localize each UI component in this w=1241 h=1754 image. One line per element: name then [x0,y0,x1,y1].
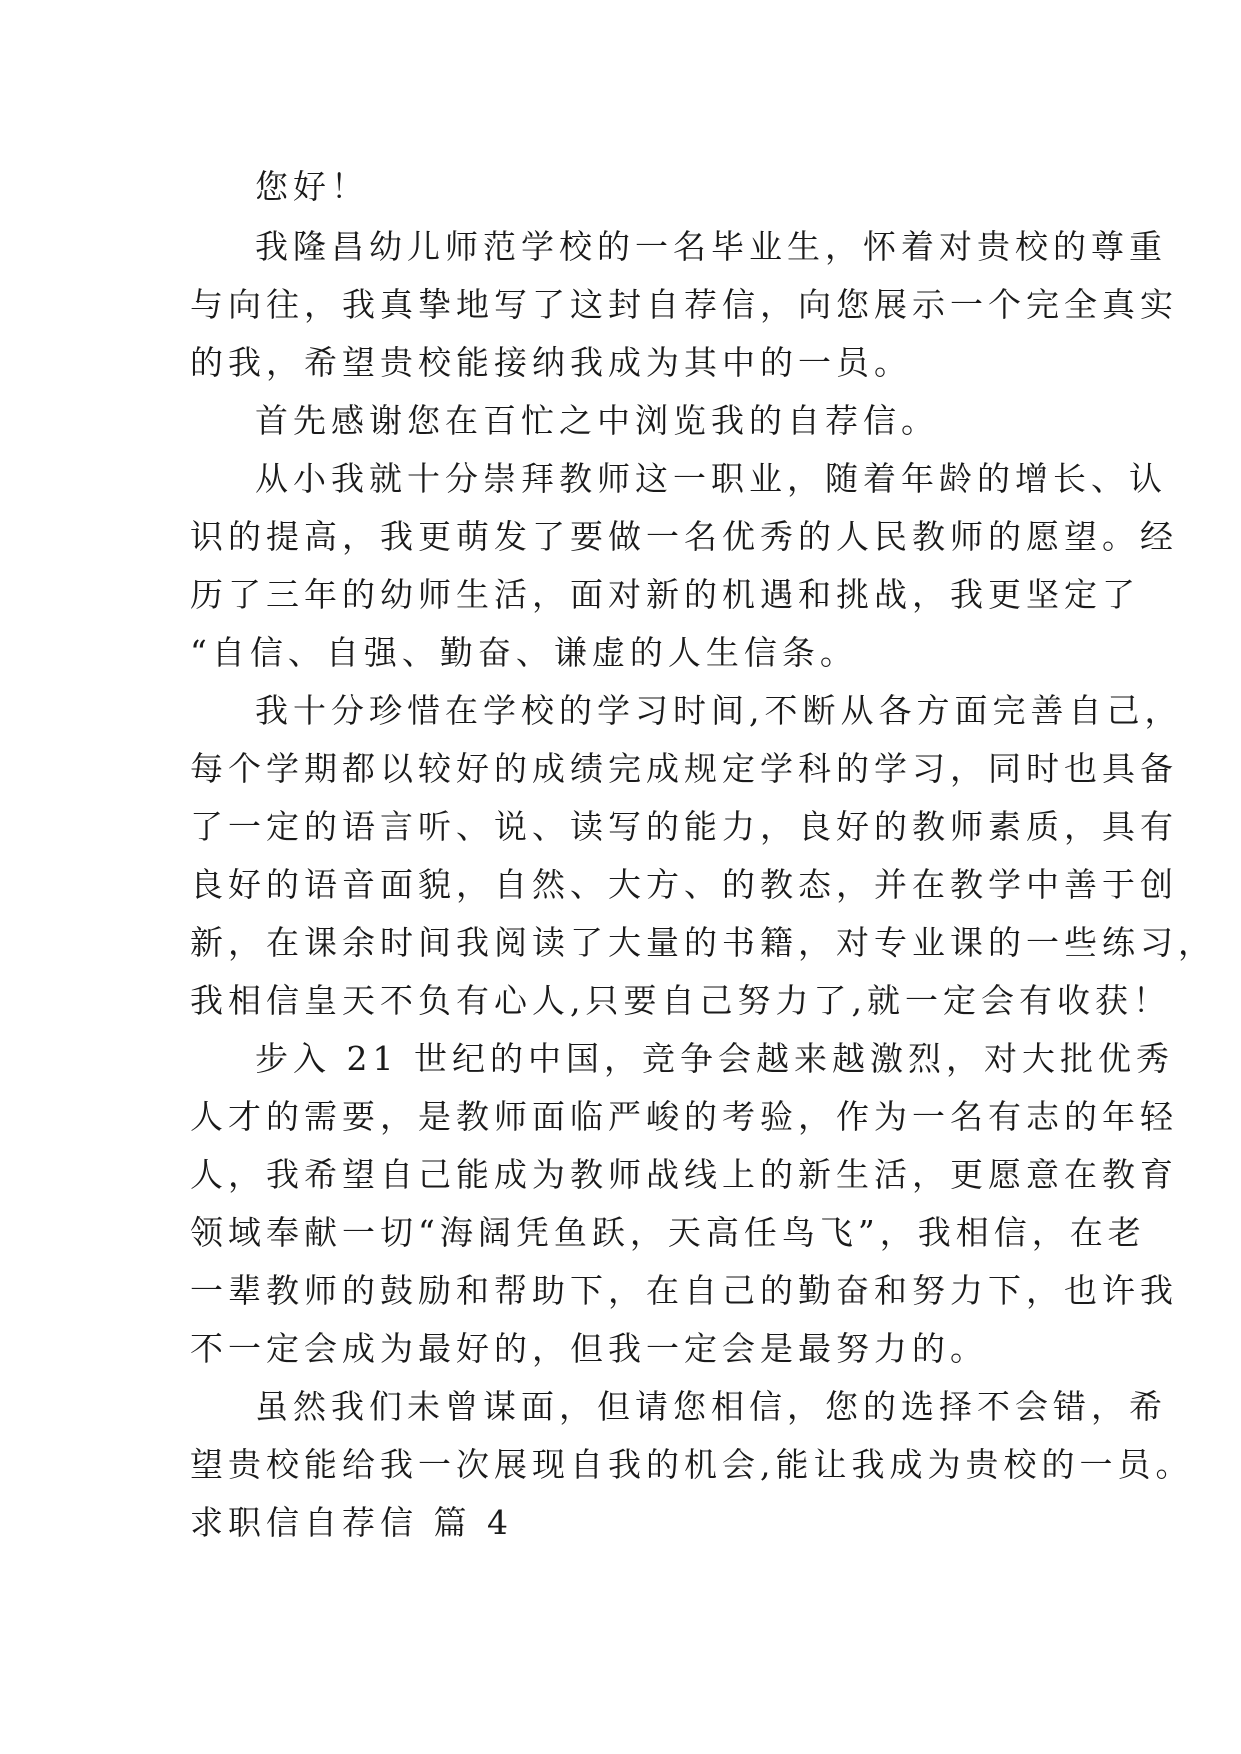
section-heading: 求职信自荐信 篇 4 [190,1503,513,1542]
body-line: 了一定的语言听、说、读写的能力，良好的教师素质，具有 [190,807,1178,846]
body-line: 步入 21 世纪的中国，竞争会越来越激烈，对大批优秀 [255,1039,1174,1078]
body-line: 识的提高，我更萌发了要做一名优秀的人民教师的愿望。经 [190,517,1178,556]
body-line: 我十分珍惜在学校的学习时间,不断从各方面完善自己， [255,691,1183,730]
body-line: 每个学期都以较好的成绩完成规定学科的学习，同时也具备 [190,749,1178,788]
body-line: 新，在课余时间我阅读了大量的书籍，对专业课的一些练习， [190,923,1216,962]
body-line: 历了三年的幼师生活，面对新的机遇和挑战，我更坚定了 [190,575,1140,614]
body-line: 从小我就十分崇拜教师这一职业，随着年龄的增长、认 [255,459,1167,498]
body-line: “自信、自强、勤奋、谦虚的人生信条。 [190,633,858,672]
body-line: 一辈教师的鼓励和帮助下，在自己的勤奋和努力下，也许我 [190,1271,1178,1310]
body-line: 虽然我们未曾谋面，但请您相信，您的选择不会错，希 [255,1387,1167,1426]
greeting-line: 您好！ [255,167,369,206]
body-line: 首先感谢您在百忙之中浏览我的自荐信。 [255,401,939,440]
body-line: 人才的需要，是教师面临严峻的考验，作为一名有志的年轻 [190,1097,1178,1136]
body-line: 良好的语音面貌，自然、大方、的教态，并在教学中善于创 [190,865,1178,904]
body-line: 的我，希望贵校能接纳我成为其中的一员。 [190,343,912,382]
body-line: 人，我希望自己能成为教师战线上的新生活，更愿意在教育 [190,1155,1178,1194]
body-line: 与向往，我真挚地写了这封自荐信，向您展示一个完全真实 [190,285,1178,324]
body-line: 领域奉献一切“海阔凭鱼跃，天高任鸟飞”，我相信，在老 [190,1213,1146,1252]
body-line: 我隆昌幼儿师范学校的一名毕业生，怀着对贵校的尊重 [255,227,1167,266]
body-line: 我相信皇天不负有心人,只要自己努力了,就一定会有收获！ [190,981,1171,1020]
body-line: 望贵校能给我一次展现自我的机会,能让我成为贵校的一员。 [190,1445,1194,1484]
body-line: 不一定会成为最好的，但我一定会是最努力的。 [190,1329,988,1368]
